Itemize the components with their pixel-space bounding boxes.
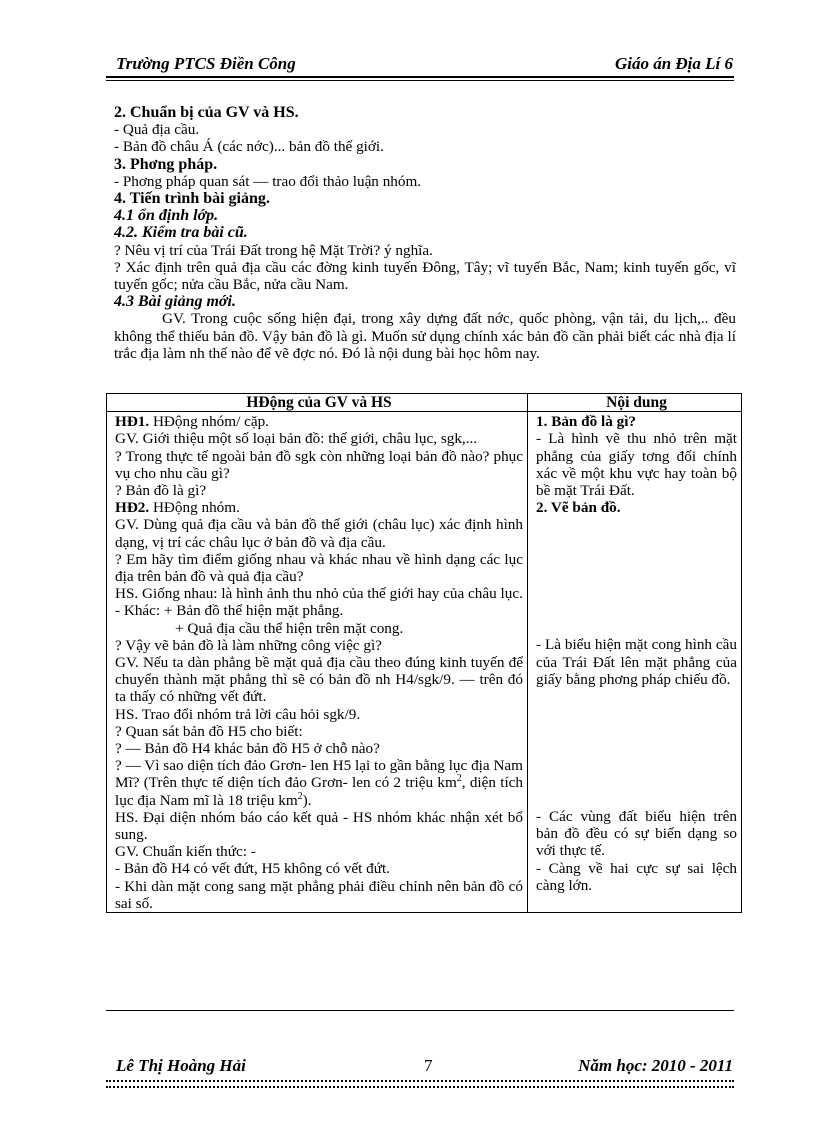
content-heading: 2. Vẽ bản đồ. — [536, 499, 621, 517]
activity-line: ? Vậy vẽ bản đồ là làm những công việc gì? — [115, 636, 382, 654]
activity-text: HĐộng nhóm/ cặp. — [149, 413, 269, 431]
activity-line: ? Quan sát bản đồ H5 cho biết: — [115, 722, 303, 740]
section-2-line: - Bản đồ châu Á (các nớc)... bản đồ thế giới. — [114, 138, 384, 156]
activity-line: ? — Bản đồ H4 khác bản đồ H5 ở chỗ nào? — [115, 740, 380, 758]
footer-author: Lê Thị Hoàng Hải — [116, 1056, 246, 1075]
activity-line: ? — Vì sao diện tích đảo Grơn- len H5 lại to gần bằng lục địa Nam Mĩ? (Trên thực tế diện tích đảo Grơn- len có 2 triệu $km^2$, diện tích lục địa Nam mĩ là 18 triệu $km^2$). — [115, 757, 523, 809]
section-4-3: 4.3 Bài giảng mới. — [114, 293, 236, 311]
header-rule-thick — [106, 76, 734, 78]
activity-line: - Bản đồ H4 có vết đứt, H5 không có vết đứt. — [115, 860, 391, 878]
activity-line: GV. Dùng quả địa cầu và bản đồ thế giới (châu lục) xác định hình dạng, vị trí các châu lục ở bản đồ và địa cầu. — [115, 516, 523, 551]
column-header-activities: HĐộng của GV và HS — [107, 394, 528, 412]
content-heading: 1. Bản đồ là gì? — [536, 413, 637, 431]
content-cell — [528, 412, 742, 913]
footer-dotted-rule — [106, 1086, 734, 1088]
activity-line: - Khi dàn mặt cong sang mặt phẳng phải điều chỉnh nên bản đồ có sai số. — [115, 877, 523, 912]
activity-label: HĐ1. — [115, 413, 150, 431]
activity-line: GV. Giới thiệu một số loại bản đồ: thế giới, châu lục, sgk,... — [115, 430, 478, 448]
header-school: Trường PTCS Điền Công — [116, 54, 296, 73]
column-header-content: Nội dung — [528, 394, 742, 412]
page-number: 7 — [424, 1056, 433, 1075]
activity-label: HĐ2. — [115, 499, 150, 517]
footer-dotted-rule — [106, 1080, 734, 1082]
activity-line: GV. Nếu ta dàn phẳng bề mặt quả địa cầu theo đúng kinh tuyến để chuyển thành mặt phẳng thì sẽ có bản đồ nh H4/sgk/9. — trên đó ta thấy có những vết đứt. — [115, 654, 523, 706]
activities-cell — [107, 412, 528, 913]
section-3-line: - Phơng pháp quan sát — trao đổi thảo luận nhóm. — [114, 172, 422, 190]
activity-line: + Quả địa cầu thể hiện trên mặt cong. — [175, 619, 404, 637]
section-2-title: 2. Chuẩn bị của GV và HS. — [114, 104, 299, 121]
header-rule-thin — [106, 80, 734, 81]
section-4-title: 4. Tiến trình bài giảng. — [114, 190, 270, 208]
header-subject: Giáo án Địa Lí 6 — [614, 54, 733, 73]
activity-line: - Khác: + Bản đồ thể hiện mặt phẳng. — [115, 602, 344, 620]
content-spacer — [536, 516, 737, 636]
activity-line: ? Bản đồ là gì? — [115, 482, 207, 500]
activity-table — [106, 393, 742, 913]
review-question: ? Xác định trên quả địa cầu các đờng kinh tuyến Đông, Tây; vĩ tuyến Bắc, Nam; kinh tuyến gốc, vĩ tuyến gốc; nửa cầu Bắc, nửa cầu Nam. — [114, 258, 736, 294]
review-question: ? Nêu vị trí của Trái Đất trong hệ Mặt Trời? ý nghĩa. — [114, 241, 433, 259]
footer-rule — [106, 1010, 734, 1011]
lesson-body — [114, 104, 736, 362]
section-3-title: 3. Phơng pháp. — [114, 155, 218, 173]
activity-line: GV. Chuẩn kiến thức: - — [115, 843, 256, 861]
section-4-2: 4.2. Kiểm tra bài cũ. — [114, 224, 248, 242]
section-2-line: - Quả địa cầu. — [114, 121, 200, 139]
content-line: - Là biểu hiện mặt cong hình cầu của Trái Đất lên mặt phẳng của giấy bằng phơng pháp chiếu đồ. — [536, 636, 737, 688]
activity-line: ? Em hãy tìm điểm giống nhau và khác nhau về hình dạng các lục địa trên bản đồ và quả địa cầu? — [115, 550, 523, 586]
content-line: - Các vùng đất biểu hiện trên bản đồ đều có sự biến dạng so với thực tế. — [536, 808, 737, 860]
activity-line: HS. Giống nhau: là hình ảnh thu nhỏ của thế giới hay của châu lục. — [115, 585, 523, 603]
section-4-1: 4.1 ổn định lớp. — [114, 207, 219, 225]
content-spacer — [536, 688, 737, 808]
activity-text: HĐộng nhóm. — [149, 499, 240, 517]
page-header — [106, 52, 733, 78]
activity-line: HS. Đại diện nhóm báo cáo kết quả - HS nhóm khác nhận xét bổ sung. — [115, 808, 523, 844]
content-line: - Là hình vẽ thu nhỏ trên mặt phẳng của giấy tơng đối chính xác về một khu vực hay toàn bộ bề mặt Trái Đất. — [536, 430, 737, 500]
activity-line: ? Trong thực tế ngoài bản đồ sgk còn những loại bản đồ nào? phục vụ cho nhu cầu gì? — [115, 447, 523, 482]
activity-line: HS. Trao đổi nhóm trả lời câu hỏi sgk/9. — [115, 705, 361, 723]
footer-year: Năm học: 2010 - 2011 — [578, 1056, 733, 1075]
lesson-intro: GV. Trong cuộc sống hiện đại, trong xây dựng đất nớc, quốc phòng, vận tải, du lịch,.. đều không thể thiếu bản đồ. Vậy bản đồ là gì. Muốn sử dụng chính xác bản đồ cần phải biết các nhà địa lí trắc địa làm nh thế nào để vẽ đợc nó. Đó là nội dung bài học hôm nay. — [114, 310, 736, 362]
content-line: - Càng về hai cực sự sai lệch càng lớn. — [536, 859, 737, 894]
